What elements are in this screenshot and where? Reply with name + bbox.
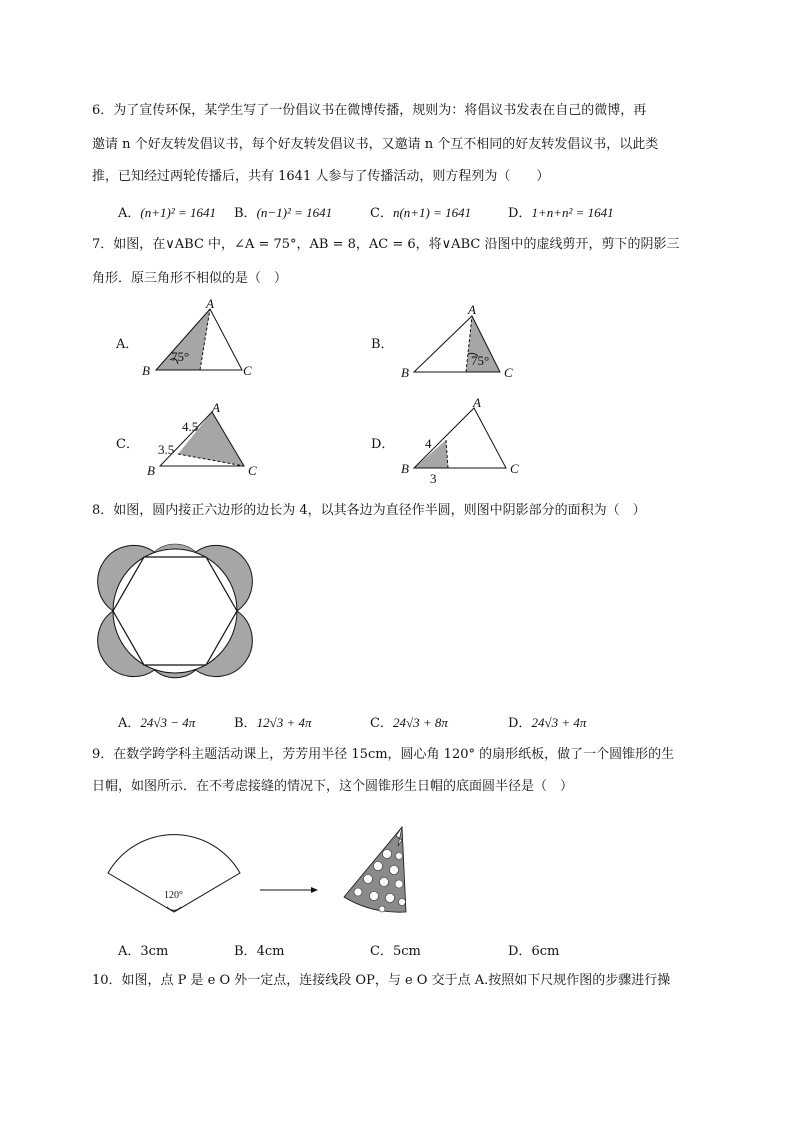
q9-line-2: 日帽，如图所示．在不考虑接缝的情况下，这个圆锥形生日帽的底面圆半径是（ ）: [92, 779, 574, 794]
vertex-b: B: [401, 461, 409, 476]
q7-fig-d-label: D．: [371, 437, 395, 452]
vertex-c: C: [510, 461, 519, 476]
q9-option-d: D．6cm: [508, 944, 560, 959]
q9-sector-figure: [104, 806, 244, 916]
q6-line-1: 6．为了宣传环保，某学生写了一份倡议书在微博传播，规则为：将倡议书发表在自己的微博，再: [92, 103, 647, 118]
vertex-c: C: [248, 463, 257, 478]
vertex-b: B: [147, 463, 155, 478]
q9-cone-hat-figure: [342, 824, 412, 916]
q7-fig-a-label: A．: [116, 337, 139, 352]
length-label-2: 3: [430, 471, 437, 486]
q6-option-a: A．(n+1)² = 1641: [118, 205, 216, 221]
q8-line-1: 8．如图，圆内接正六边形的边长为 4，以其各边为直径作半圆，则图中阴影部分的面积为（ ）: [92, 503, 646, 518]
q7-fig-c-label: C．: [116, 437, 139, 452]
q6-option-d: D．1+n+n² = 1641: [508, 205, 614, 221]
sector-angle-label: 120°: [164, 890, 183, 901]
vertex-b: B: [142, 363, 150, 378]
q6-option-c: C．n(n+1) = 1641: [370, 205, 472, 221]
arrow: [258, 882, 322, 898]
q7-line-1: 7．如图，在∨ABC 中，∠A = 75°，AB = 8，AC = 6，将∨ABC 沿图中的虚线剪开，剪下的阴影三: [92, 237, 680, 252]
angle-label: 75°: [471, 353, 490, 368]
q7-fig-b-label: B．: [371, 337, 394, 352]
q9-option-a: A．3cm: [118, 944, 169, 959]
q7-figure-b: [398, 300, 518, 382]
q7-line-2: 角形．原三角形不相似的是（ ）: [92, 271, 288, 286]
hexagon-group: [98, 544, 253, 677]
q7-figure-c: [146, 400, 266, 480]
q7-figure-d: [398, 394, 526, 486]
q9-line-1: 9．在数学跨学科主题活动课上，芳芳用半径 15cm，圆心角 120° 的扇形纸板，做了一个圆锥形的生: [92, 747, 675, 762]
q8-option-d: D．24√3 + 4π: [508, 715, 587, 731]
vertex-c: C: [504, 365, 513, 380]
angle-label: 75°: [171, 349, 190, 364]
length-label-2: 3.5: [158, 442, 175, 457]
vertex-b: B: [401, 365, 409, 380]
q9-option-c: C．5cm: [370, 944, 421, 959]
vertex-a: A: [468, 302, 476, 317]
length-label-1: 4: [425, 436, 432, 451]
q8-option-b: B．12√3 + 4π: [234, 715, 312, 731]
length-label-1: 4.5: [182, 419, 199, 434]
q7-figure-a: [140, 298, 260, 380]
q9-option-b: B．4cm: [234, 944, 285, 959]
q8-option-a: A．24√3 − 4π: [118, 715, 196, 731]
vertex-a: A: [206, 296, 214, 311]
q6-line-3: 推，已知经过两轮传播后，共有 1641 人参与了传播活动，则方程列为（ ）: [92, 169, 550, 184]
q6-option-b: B．(n−1)² = 1641: [234, 205, 333, 221]
q6-line-2: 邀请 n 个好友转发倡议书，每个好友转发倡议书，又邀请 n 个互不相同的好友转发倡议书，以此类: [92, 137, 659, 152]
q8-hexagon-figure: [102, 536, 248, 686]
q10-line-1: 10．如图，点 P 是 e O 外一定点，连接线段 OP，与 e O 交于点 A.按照如下尺规作图的步骤进行操: [92, 973, 671, 988]
vertex-a: A: [212, 400, 220, 415]
q8-option-c: C．24√3 + 8π: [370, 715, 448, 731]
vertex-a: A: [473, 395, 481, 410]
vertex-c: C: [243, 363, 252, 378]
